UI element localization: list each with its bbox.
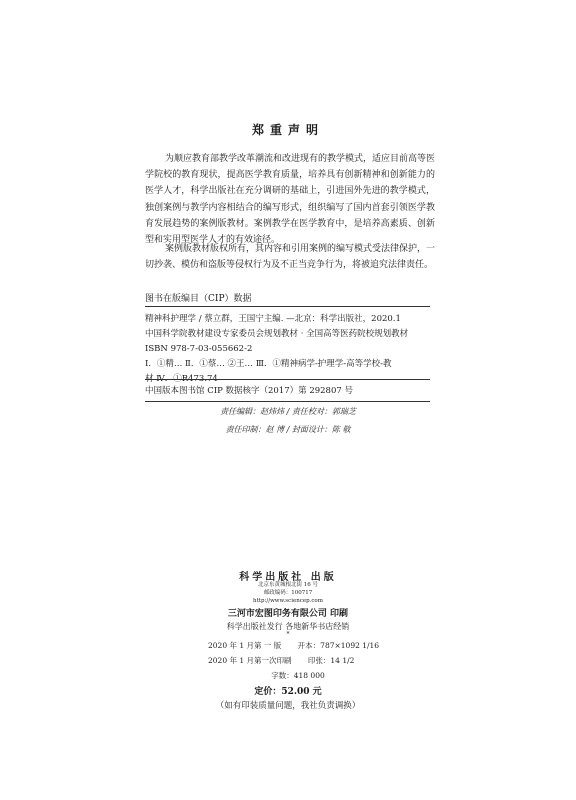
edition-date: 2020 年 1 月第 一 版 [208,641,282,650]
publisher-url: http://www.sciencep.com [253,598,323,604]
editors-line-2: 责任印制：赵 博 / 封面设计：陈 敬 [225,425,351,434]
cip-rule-bottom [145,401,430,402]
printing-date: 2020 年 1 月第一次印刷 [208,656,292,665]
printing-row [208,655,398,666]
publisher-name: 科学出版社 出版 [239,572,337,583]
printer-name: 三河市宏图印务有限公司 印刷 [227,609,349,619]
cip-line: Ⅰ．①精… Ⅱ．①蔡… ②王… Ⅲ．①精神病学-护理学-高等学校-教 [145,359,392,369]
quality-notice: （如有印装质量问题，我社负责调换） [215,701,361,711]
cip-record [145,312,430,387]
word-count: 字数：418 000 [271,671,325,680]
format-size: 开本：787×1092 1/16 [297,641,380,650]
cip-line: ISBN 978-7-03-055662-2 [145,344,253,354]
statement-paragraph-1: 为顺应教育部教学改革潮流和改进现有的教学模式，适应目前高等医学院校的教育现状，提高医学教育质量，培养具有创新精神和创新能力的医学人才，科学出版社在充分调研的基础上，引进国外先进的教学模式，独创案例与教学内容相结合的编写形式，组织编写了国内首套引领医学教育发展趋势的案例版教材。案例教学在医学教育中，是培养高素质、创新型和实用型医学人才的有效途径。 [145,154,436,246]
cip-heading: 图书在版编目（CIP）数据 [145,294,252,304]
separator-star: * [286,631,290,638]
cip-line: 精神科护理学 / 蔡立群，王国宁主编. —北京：科学出版社，2020.1 [145,314,401,324]
cip-rule-top [145,306,430,307]
edition-row [208,640,398,651]
statement-title: 郑重声明 [251,123,324,137]
publisher-address: 北京东黄城根北街 16 号 [258,582,318,588]
cip-line: 中国科学院教材建设专家委员会规划教材 · 全国高等医药院校规划教材 [145,329,409,339]
cip-line: 材 Ⅳ．①R473.74 [145,374,218,384]
sheet-count: 印张：14 1/2 [307,656,355,665]
cip-rule-middle [145,379,430,380]
price: 定价：52.00 元 [254,687,322,697]
statement-paragraph-2: 案例版教材版权所有，其内容和引用案例的编写模式受法律保护，一切抄袭、模仿和盗版等侵权行为及不正当竞争行为，将被追究法律责任。 [145,244,436,271]
cip-data-number: 中国版本图书馆 CIP 数据核字（2017）第 292807 号 [145,386,353,396]
editors-line-1: 责任编辑：赵炜炜 / 责任校对：郭瑞芝 [220,407,356,416]
publisher-postcode: 邮政编码：100717 [263,590,313,596]
distribution-line: 科学出版社发行 各地新华书店经销 [226,622,350,631]
